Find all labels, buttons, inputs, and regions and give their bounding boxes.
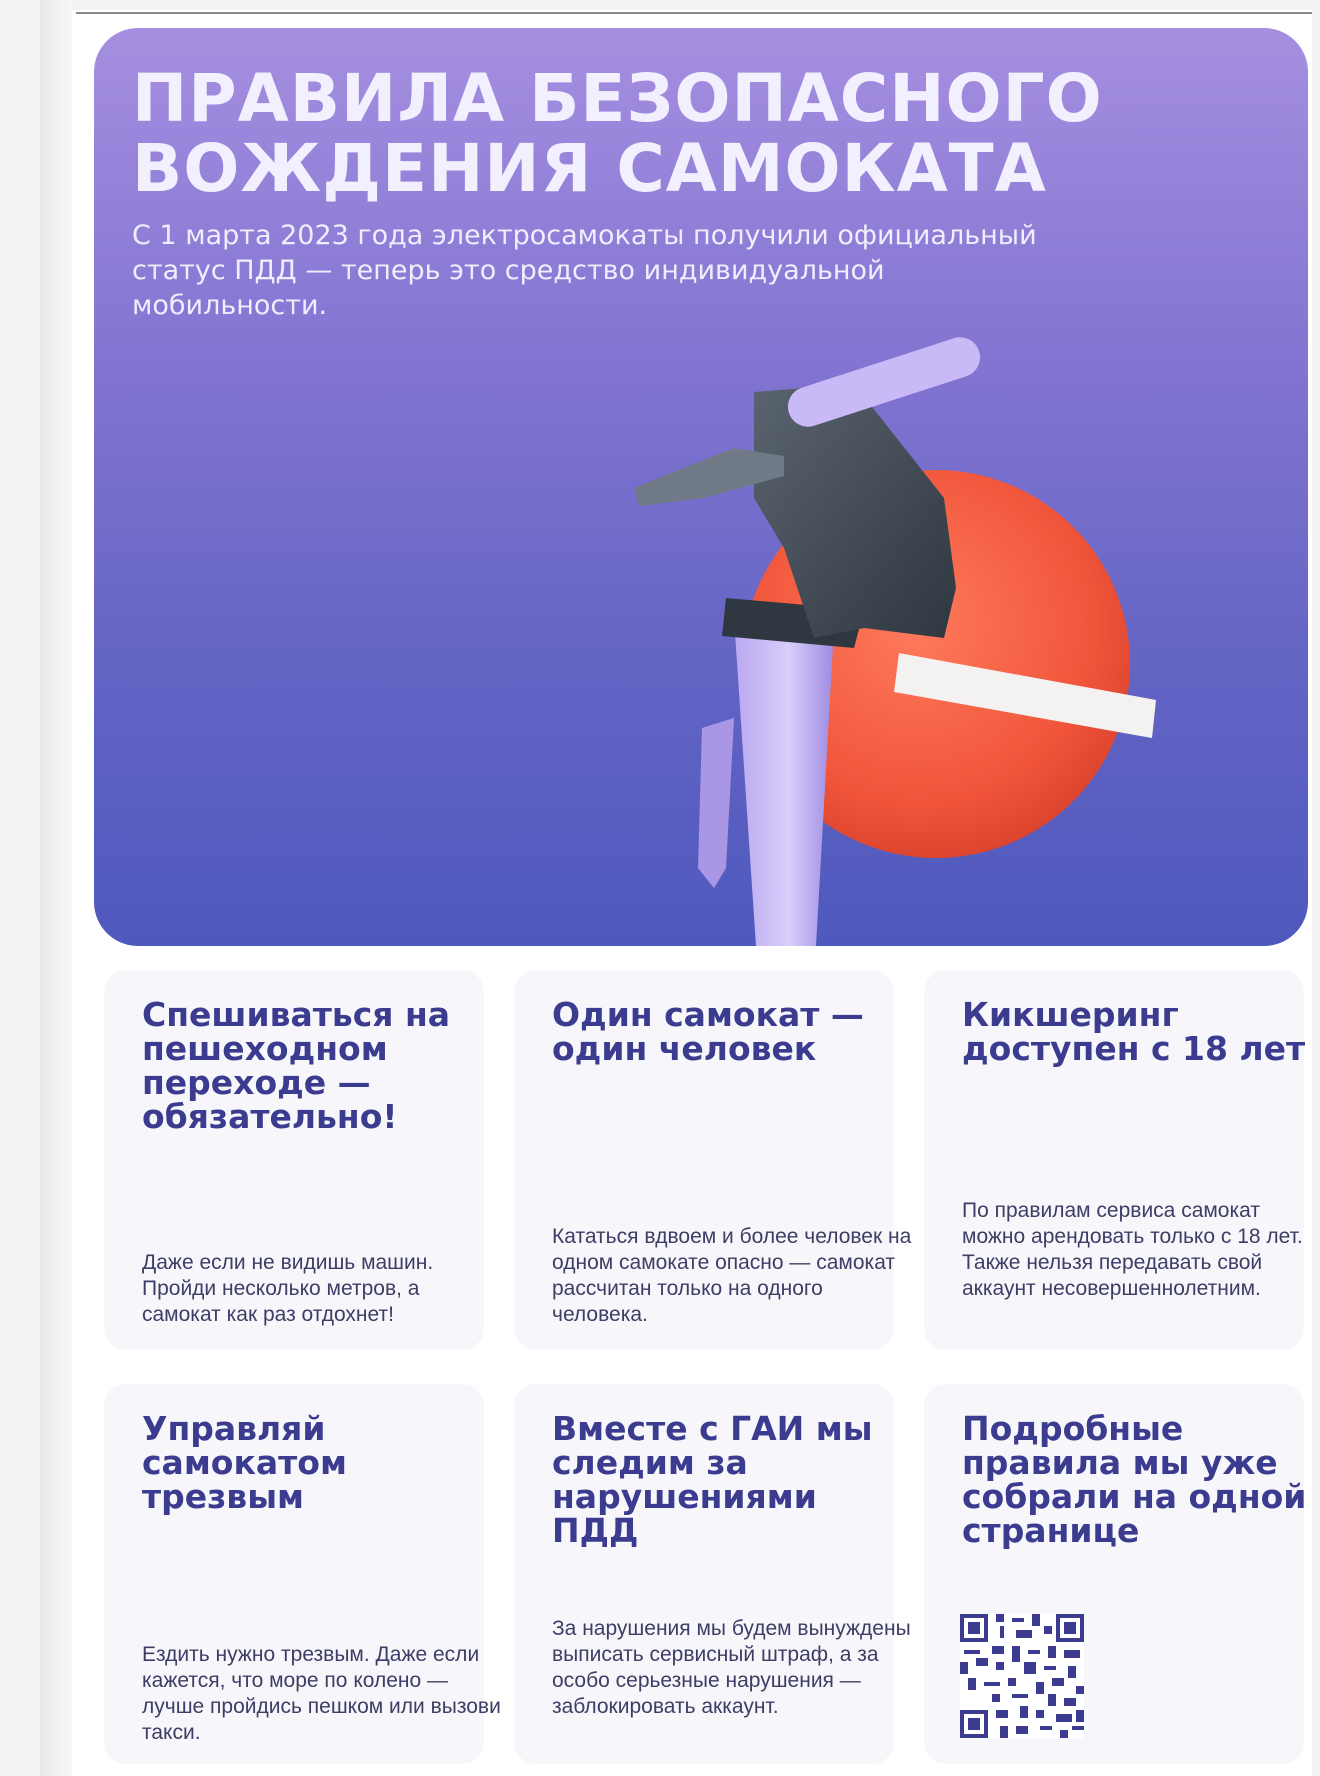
rule-card-age-limit xyxy=(924,970,1304,1350)
card-body: Даже если не видишь машин. Пройди несколько метров, а самокат как раз отдохнет! xyxy=(142,1251,434,1326)
hero-subtitle: С 1 марта 2023 года электросамокаты получили официальный статус ПДД — теперь это средство индивидуальной мобильности. xyxy=(132,220,1037,321)
hero-banner xyxy=(94,28,1308,946)
card-heading: Спешиваться на пешеходном переходе — обязательно! xyxy=(142,995,451,1136)
hero-title: ПРАВИЛА БЕЗОПАСНОГО ВОЖДЕНИЯ САМОКАТА xyxy=(132,60,1103,207)
card-body: Ездить нужно трезвым. Даже если кажется, что море по колено — лучше пройдись пешком или вызови такси. xyxy=(142,1643,501,1744)
card-heading: Вместе с ГАИ мы следим за нарушениями ПДД xyxy=(552,1409,873,1550)
top-rule xyxy=(76,12,1312,14)
page-edge-shadow xyxy=(40,0,72,1776)
rule-card-sober xyxy=(104,1384,501,1764)
qr-code-icon[interactable] xyxy=(960,1614,1084,1738)
rule-card-more-rules xyxy=(924,1384,1307,1764)
card-heading: Подробные правила мы уже собрали на одной странице xyxy=(962,1409,1307,1550)
card-heading: Управляй самокатом трезвым xyxy=(142,1409,347,1516)
card-body: По правилам сервиса самокат можно арендовать только с 18 лет. Также нельзя передавать свой аккаунт несовершеннолетним. xyxy=(962,1199,1303,1300)
card-body: За нарушения мы будем вынуждены выписать сервисный штраф, а за особо серьезные нарушения — заблокировать аккаунт. xyxy=(552,1617,911,1718)
card-heading: Один самокат — один человек xyxy=(552,995,864,1068)
rule-card-one-rider xyxy=(514,970,912,1350)
rule-card-traffic-police xyxy=(514,1384,911,1764)
rule-card-dismount xyxy=(104,970,484,1350)
card-heading: Кикшеринг доступен с 18 лет xyxy=(962,995,1306,1068)
card-body: Кататься вдвоем и более человек на одном самокате опасно — самокат рассчитан только на одного человека. xyxy=(552,1225,912,1326)
